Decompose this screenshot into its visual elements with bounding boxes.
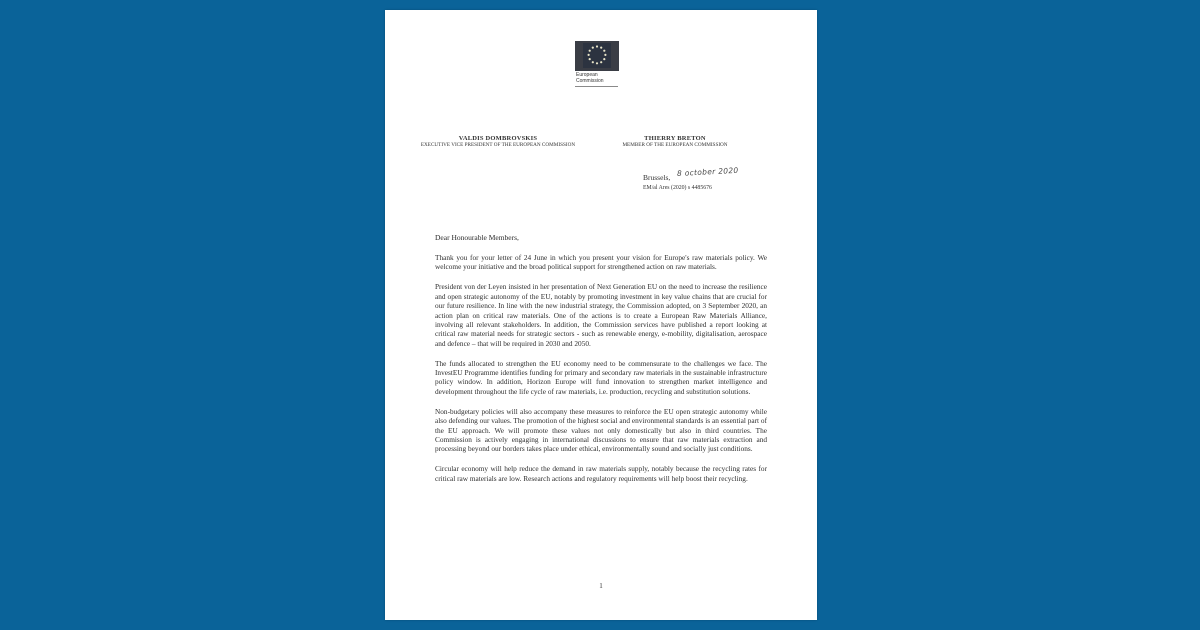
signatory-breton [605, 135, 745, 148]
eu-flag-icon [575, 41, 619, 99]
paragraph: Thank you for your letter of 24 June in which you present your vision for Europe's raw materials policy. We welcome your initiative and the broad political support for strengthened action on raw materials. [435, 253, 767, 272]
paragraph: Circular economy will help reduce the demand in raw materials supply, notably because the recycling rates for critical raw materials are low. Research actions and regulatory requirements will help boost their recycling. [435, 464, 767, 483]
letterhead-rule [575, 86, 618, 87]
salutation: Dear Honourable Members, [435, 233, 519, 242]
signatory-role: EXECUTIVE VICE PRESIDENT OF THE EUROPEAN COMMISSION [420, 142, 576, 148]
signatory-name: VALDIS DOMBROVSKIS [458, 135, 538, 142]
logo-label: European Commission [576, 72, 604, 84]
page-number: 1 [599, 582, 603, 590]
handwritten-date: 8 october 2020 [676, 165, 739, 178]
reference-number: EM/al Ares (2020) s 4485676 [643, 185, 712, 191]
paragraph: Non-budgetary policies will also accompany these measures to reinforce the EU open strategic autonomy while also defending our values. The promotion of the highest social and environmental standards is an essential part of the EU approach. We will promote these values not only domestically but also in third countries. The Commission is actively engaging in international discussions to ensure that raw materials extraction and processing beyond our borders takes place under ethical, environmentally sound and socially just conditions. [435, 406, 767, 454]
letter-page [385, 10, 817, 620]
signatory-dombrovskis [409, 135, 587, 148]
signatory-name: THIERRY BRETON [644, 135, 706, 142]
signatory-role: MEMBER OF THE EUROPEAN COMMISSION [622, 142, 728, 148]
paragraph: The funds allocated to strengthen the EU economy need to be commensurate to the challenges we face. The InvestEU Programme identifies funding for primary and secondary raw materials in the sustainable infrastructure policy window. In addition, Horizon Europe will fund innovation to strengthen market intelligence and development throughout the life cycle of raw materials, i.e. production, recycling and substitution solutions. [435, 358, 767, 396]
paragraph: President von der Leyen insisted in her presentation of Next Generation EU on the need to increase the resilience and open strategic autonomy of the EU, notably by promoting investment in key value chains that are crucial for our future resilience. In line with the new industrial strategy, the Commission adopted, on 3 September 2020, an action plan on critical raw materials. One of the actions is to create a European Raw Materials Alliance, involving all relevant stakeholders. In addition, the Commission services have published a report looking at critical raw material needs for strategic sectors - such as renewable energy, e-mobility, digitalisation, aerospace and defence – that will be required in 2030 and 2050. [435, 282, 767, 348]
letter-body [435, 253, 767, 494]
place: Brussels, [643, 173, 671, 182]
